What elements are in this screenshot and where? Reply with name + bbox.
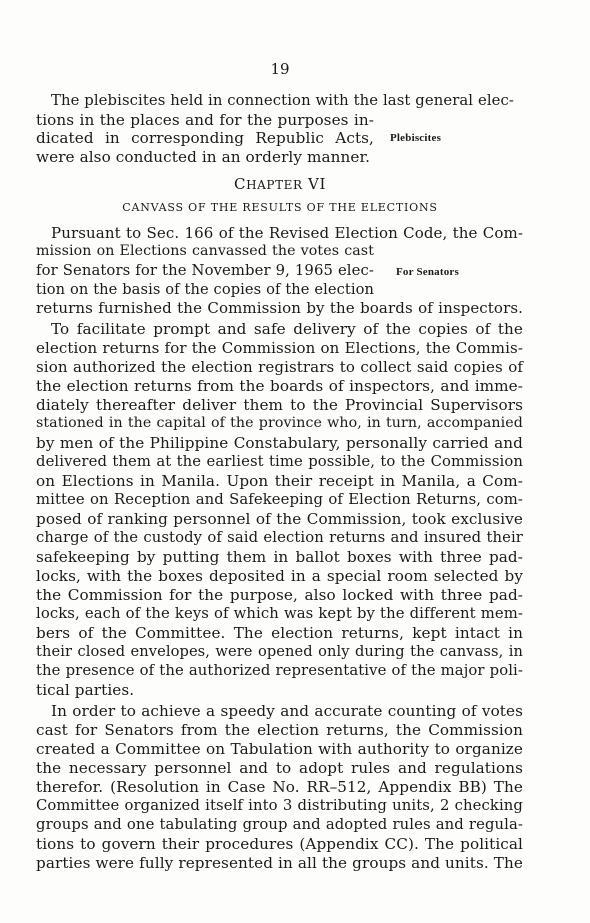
text-line: mittee on Reception and Safekeeping of Election Returns, com- [36, 491, 523, 508]
text-line: posed of ranking personnel of the Commission, took exclusive [36, 510, 523, 528]
text-line: Pursuant to Sec. 166 of the Revised Election Code, the Com- [51, 224, 523, 242]
text-line: delivered them at the earliest time possible, to the Commission [36, 453, 523, 470]
text-line: therefor. (Resolution in Case No. RR–512, Appendix BB) The [36, 778, 523, 796]
chapter-heading [0, 175, 560, 193]
text-line: groups and one tabulating group and adopted rules and regula- [36, 816, 523, 833]
text-line: the Commission for the purpose, also locked with three pad- [36, 586, 523, 604]
text-line: the presence of the authorized representative of the major poli- [36, 662, 523, 679]
text-line: tical parties. [36, 681, 135, 699]
text-line: Committee organized itself into 3 distributing units, 2 checking [36, 797, 523, 814]
text-line: In order to achieve a speedy and accurate counting of votes [51, 702, 523, 720]
chapter-numeral: VI [308, 175, 327, 193]
text-line: dicated in corresponding Republic Acts, [36, 129, 374, 147]
margin-note-plebiscites: Plebiscites [390, 132, 442, 144]
text-line: tions to govern their procedures (Appendix CC). The political [36, 835, 523, 853]
text-line: diately thereafter deliver them to the Provincial Supervisors [36, 396, 523, 414]
text-line: returns furnished the Commission by the boards of inspectors. [36, 299, 523, 317]
text-line: their closed envelopes, were opened only during the canvass, in [36, 643, 523, 660]
text-line: parties were fully represented in all the groups and units. The [36, 854, 523, 872]
text-line: for Senators for the November 9, 1965 elec- [36, 262, 374, 279]
text-line: tion on the basis of the copies of the election [36, 281, 374, 298]
text-line: locks, with the boxes deposited in a special room selected by [36, 567, 523, 585]
text-line: charge of the custody of said election returns and insured their [36, 529, 523, 546]
section-title: CANVASS OF THE RESULTS OF THE ELECTIONS [122, 201, 438, 214]
text-line: on Elections in Manila. Upon their receipt in Manila, a Com- [36, 472, 523, 490]
text-line: sion authorized the election registrars to collect said copies of [36, 358, 523, 376]
text-line: The plebiscites held in connection with the last general elec- [51, 92, 514, 109]
text-line: safekeeping by putting them in ballot boxes with three pad- [36, 548, 523, 566]
chapter-word: HAPTER [246, 178, 303, 192]
text-line: tions in the places and for the purposes in- [36, 111, 374, 129]
page-number: 19 [270, 60, 290, 78]
text-line: mission on Elections canvassed the votes cast [36, 243, 374, 259]
text-line: the necessary personnel and to adopt rules and regulations [36, 759, 523, 777]
text-line: bers of the Committee. The election returns, kept intact in [36, 624, 523, 642]
text-line: election returns for the Commission on Elections, the Commis- [36, 339, 523, 357]
text-line: To facilitate prompt and safe delivery of the copies of the [51, 320, 523, 338]
text-line: cast for Senators from the election returns, the Commission [36, 721, 523, 739]
text-line: created a Committee on Tabulation with authority to organize [36, 740, 523, 758]
text-line: were also conducted in an orderly manner. [36, 148, 371, 166]
text-line: stationed in the capital of the province who, in turn, accompanied [36, 415, 523, 431]
text-line: locks, each of the keys of which was kept by the different mem- [36, 605, 523, 622]
margin-note-for-senators: For Senators [396, 266, 459, 278]
chapter-first-letter: C [233, 175, 247, 193]
text-line: by men of the Philippine Constabulary, personally carried and [36, 434, 523, 452]
text-line: the election returns from the boards of inspectors, and imme- [36, 377, 523, 395]
